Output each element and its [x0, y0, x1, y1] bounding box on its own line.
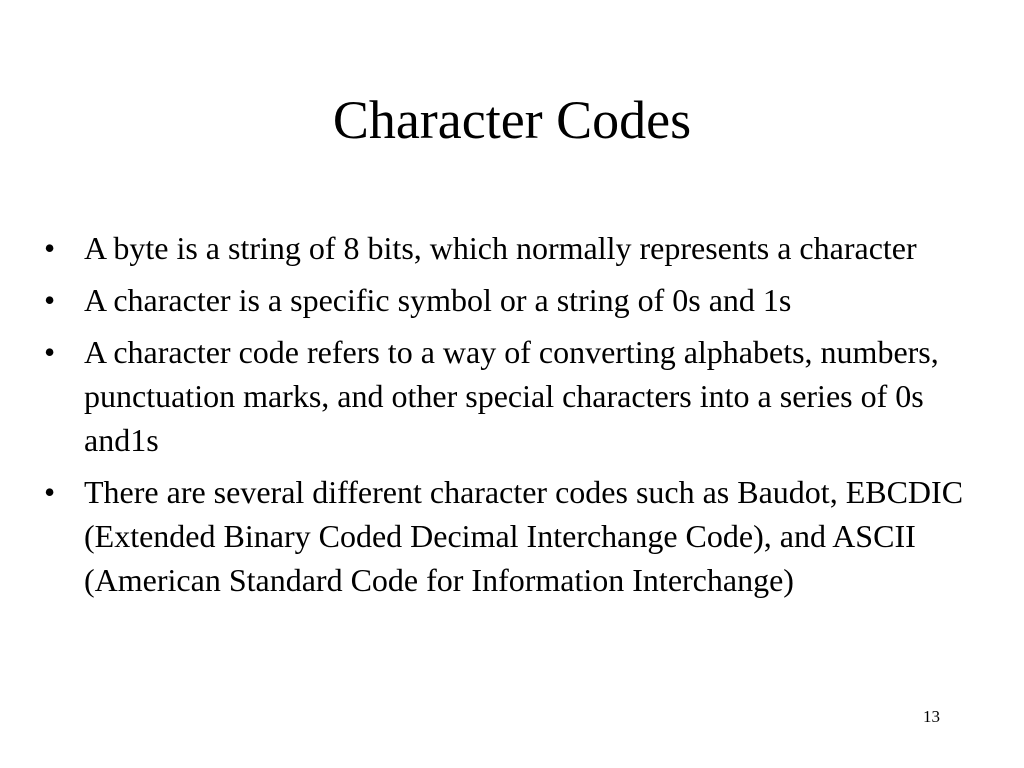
slide-number: 13: [923, 707, 940, 726]
bullet-text: A character is a specific symbol or a string of 0s and 1s: [84, 282, 792, 318]
bullet-item: [44, 226, 984, 270]
bullet-dot-icon: •: [44, 230, 56, 266]
slide-title: Character Codes: [332, 90, 692, 150]
bullet-text: A byte is a string of 8 bits, which normally represents a character: [84, 230, 917, 266]
bullet-dot-icon: •: [44, 474, 56, 510]
bullet-item: [44, 278, 984, 322]
bullet-dot-icon: •: [44, 282, 56, 318]
bullet-item: [44, 470, 984, 602]
bullet-text: There are several different character codes such as Baudot, EBCDIC (Extended Binary Coded Decimal Interchange Code), and ASCII (American Standard Code for Information Interchange): [84, 474, 964, 598]
bullet-text: A character code refers to a way of converting alphabets, numbers, punctuation marks, and other special characters into a series of 0s and1s: [84, 334, 939, 458]
bullet-item: [44, 330, 984, 462]
bullet-dot-icon: •: [44, 334, 56, 370]
bullet-list: [44, 226, 984, 610]
